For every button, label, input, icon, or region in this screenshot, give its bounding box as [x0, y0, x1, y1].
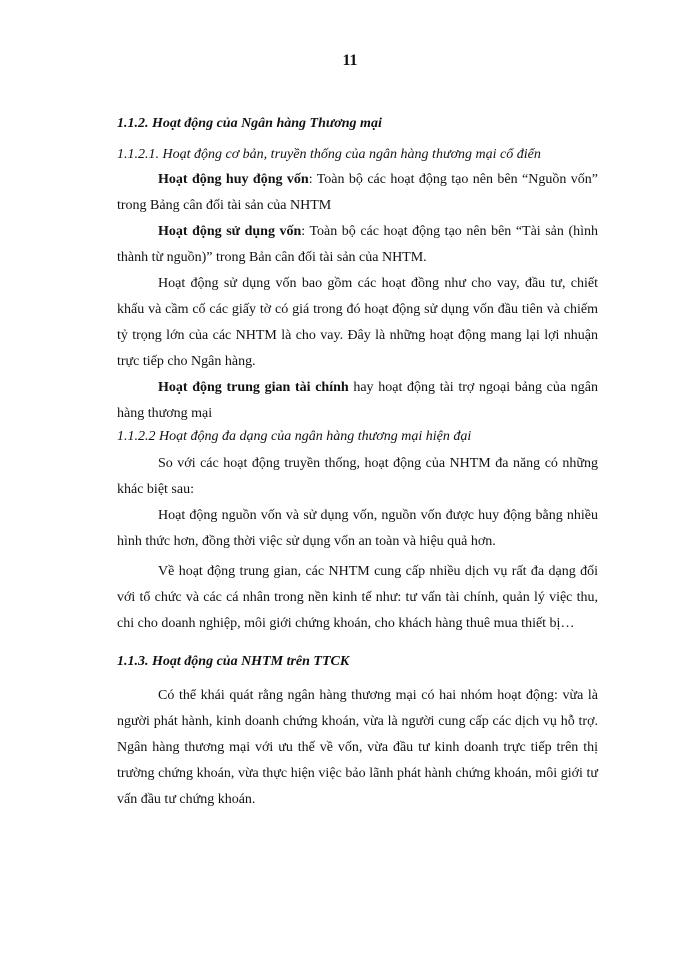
page-number: 11 — [342, 52, 358, 69]
paragraph-capital-use — [117, 219, 598, 271]
definition-text: : Toàn bộ các hoạt động tạo nên bên “Tài sản (hình thành từ nguồn)” trong Bản cân đối tài sản của NHTM. — [117, 224, 598, 265]
paragraph-capital-mobilization — [117, 167, 598, 219]
definition-text: : Toàn bộ các hoạt động tạo nên bên “Nguồn vốn” trong Bảng cân đối tài sản của NHTM — [117, 172, 598, 213]
definition-text: hay hoạt động tài trợ ngoại bảng của ngân hàng thương mại — [117, 380, 598, 421]
paragraph-intermediary-services: Về hoạt động trung gian, các NHTM cung cấp nhiều dịch vụ rất đa dạng đối với tổ chức và các cá nhân trong nền kinh tế như: tư vấn tài chính, quản lý việc thu, chi cho doanh nghiệp, môi giới chứng khoán, cho khách hàng thuê mua thiết bị… — [117, 564, 598, 631]
paragraph-capital-use-details: Hoạt động sử dụng vốn bao gồm các hoạt đồng như cho vay, đầu tư, chiết khấu và cầm cố các giấy tờ có giá trong đó hoạt động sử dụng vốn đầu tiên và chiếm tỷ trọng lớn của các NHTM là cho vay. Đây là những hoạt động mang lại lợi nhuận trực tiếp cho Ngân hàng. — [117, 276, 598, 369]
term-financial-intermediation: Hoạt động trung gian tài chính — [158, 380, 349, 395]
paragraph-financial-intermediation — [117, 375, 598, 427]
heading-1-1-3: 1.1.3. Hoạt động của NHTM trên TTCK — [117, 654, 350, 669]
paragraph-capital-sources: Hoạt động nguồn vốn và sử dụng vốn, nguồn vốn được huy động bằng nhiều hình thức hơn, đồng thời việc sử dụng vốn an toàn và hiệu quả hơn. — [117, 508, 598, 549]
heading-1-1-2-2: 1.1.2.2 Hoạt động đa dạng của ngân hàng thương mại hiện đại — [117, 429, 472, 444]
term-capital-use: Hoạt động sử dụng vốn — [158, 224, 302, 239]
term-capital-mobilization: Hoạt động huy động vốn — [158, 172, 309, 187]
heading-1-1-2-1: 1.1.2.1. Hoạt động cơ bản, truyền thống của ngân hàng thương mại cổ điển — [117, 147, 541, 162]
paragraph-modern-differences: So với các hoạt động truyền thống, hoạt động của NHTM đa năng có những khác biệt sau: — [117, 456, 598, 497]
paragraph-stock-market-activities: Có thể khái quát rằng ngân hàng thương mại có hai nhóm hoạt động: vừa là người phát hành, kinh doanh chứng khoán, vừa là người cung cấp các dịch vụ hỗ trợ. Ngân hàng thương mại với ưu thế về vốn, vừa đầu tư kinh doanh trực tiếp trên thị trường chứng khoán, vừa thực hiện việc bảo lãnh phát hành chứng khoán, môi giới tư vấn đầu tư chứng khoán. — [117, 688, 598, 807]
heading-1-1-2: 1.1.2. Hoạt động của Ngân hàng Thương mại — [117, 116, 382, 131]
